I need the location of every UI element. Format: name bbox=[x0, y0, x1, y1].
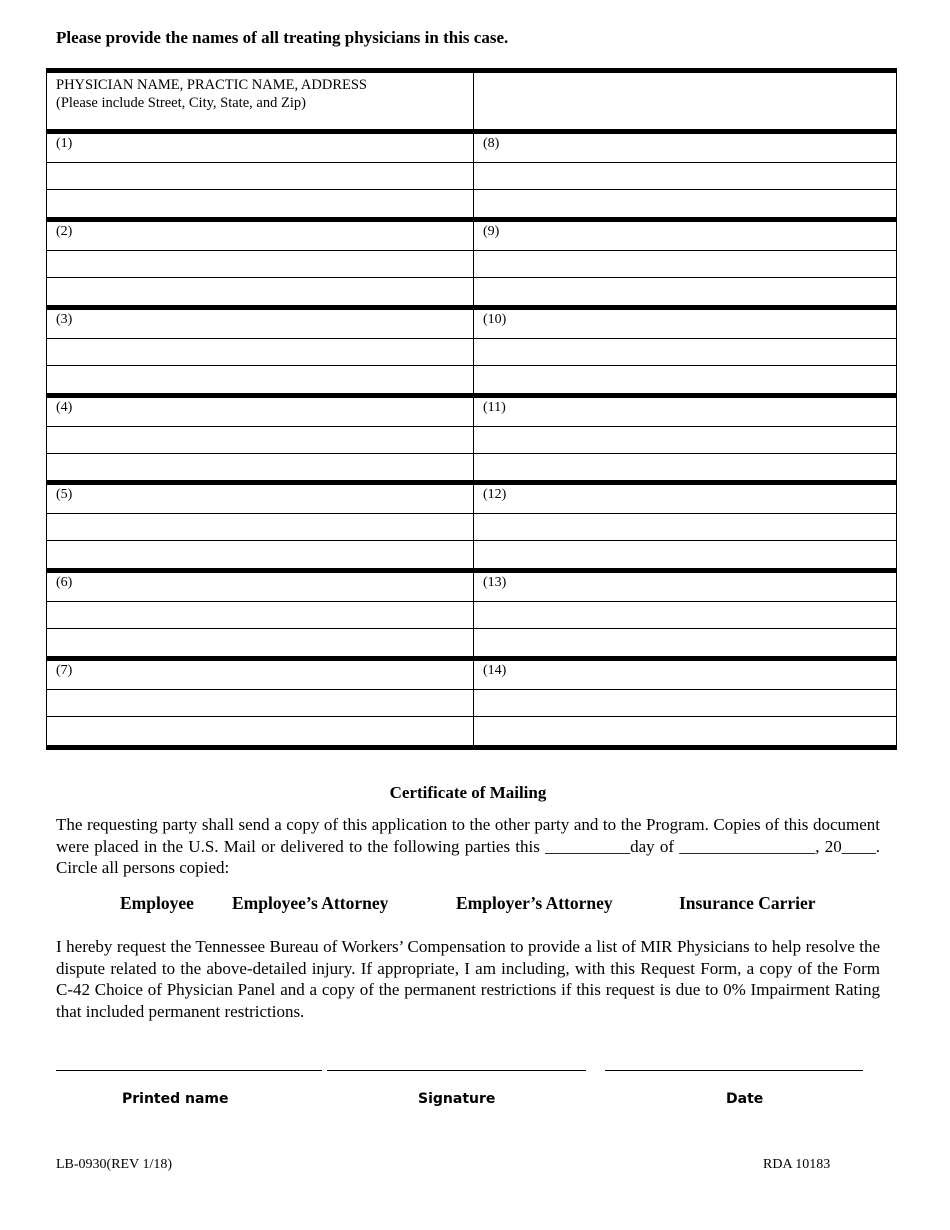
row-line bbox=[46, 628, 897, 629]
row-line bbox=[46, 453, 897, 454]
physician-entry-number: (6) bbox=[56, 575, 73, 590]
rda-number: RDA 10183 bbox=[763, 1157, 831, 1172]
physician-entry-number: (13) bbox=[483, 575, 507, 590]
physician-entry-number: (10) bbox=[483, 312, 507, 327]
physician-entry-number: (7) bbox=[56, 663, 73, 678]
physician-entry-number: (12) bbox=[483, 487, 507, 502]
certificate-title: Certificate of Mailing bbox=[389, 783, 547, 802]
table-border-right bbox=[896, 68, 897, 750]
date-label: Date bbox=[726, 1091, 764, 1107]
physician-entry-number: (1) bbox=[56, 136, 73, 151]
form-id: LB-0930(REV 1/18) bbox=[56, 1157, 173, 1172]
signature-label: Signature bbox=[418, 1091, 496, 1107]
person-employee-attorney[interactable]: Employee’s Attorney bbox=[232, 893, 389, 913]
group-separator bbox=[46, 129, 897, 134]
row-line bbox=[46, 277, 897, 278]
row-line bbox=[46, 540, 897, 541]
row-line bbox=[46, 689, 897, 690]
physician-entry-number: (9) bbox=[483, 224, 500, 239]
table-header-note: (Please include Street, City, State, and Zip) bbox=[56, 95, 306, 111]
row-line bbox=[46, 189, 897, 190]
table-bottom-border bbox=[46, 745, 897, 750]
signature-line[interactable] bbox=[327, 1070, 586, 1071]
row-line bbox=[46, 162, 897, 163]
printed-name-line[interactable] bbox=[56, 1070, 322, 1071]
row-line bbox=[46, 338, 897, 339]
printed-name-label: Printed name bbox=[122, 1091, 229, 1107]
row-line bbox=[46, 250, 897, 251]
physician-entry-number: (14) bbox=[483, 663, 507, 678]
person-employee[interactable]: Employee bbox=[120, 893, 194, 913]
table-header-title: PHYSICIAN NAME, PRACTIC NAME, ADDRESS bbox=[56, 77, 367, 93]
group-separator bbox=[46, 393, 897, 398]
group-separator bbox=[46, 568, 897, 573]
row-line bbox=[46, 601, 897, 602]
table-header bbox=[56, 76, 367, 112]
request-paragraph: I hereby request the Tennessee Bureau of Workers’ Compensation to provide a list of MIR Physicians to help resolve the dispute related to the above-detailed injury. If appropriate, I am including, with this Request Form, a copy of the Form C-42 Choice of Physician Panel and a copy of the permanent restrictions if this request is due to 0% Impairment Rating that included permanent restrictions. bbox=[56, 937, 880, 1021]
group-separator bbox=[46, 656, 897, 661]
physician-entry-number: (5) bbox=[56, 487, 73, 502]
group-separator bbox=[46, 305, 897, 310]
group-separator bbox=[46, 217, 897, 222]
table-top-border bbox=[46, 68, 897, 73]
row-line bbox=[46, 716, 897, 717]
physician-entry-number: (11) bbox=[483, 400, 506, 415]
row-line bbox=[46, 365, 897, 366]
table-border-left bbox=[46, 68, 47, 750]
person-insurance-carrier[interactable]: Insurance Carrier bbox=[679, 893, 816, 913]
person-employer-attorney[interactable]: Employer’s Attorney bbox=[456, 893, 613, 913]
row-line bbox=[46, 513, 897, 514]
page-heading: Please provide the names of all treating physicians in this case. bbox=[56, 28, 509, 47]
group-separator bbox=[46, 480, 897, 485]
physician-entry-number: (4) bbox=[56, 400, 73, 415]
date-line[interactable] bbox=[605, 1070, 863, 1071]
physician-entry-number: (3) bbox=[56, 312, 73, 327]
physician-entry-number: (2) bbox=[56, 224, 73, 239]
row-line bbox=[46, 426, 897, 427]
table-column-divider bbox=[473, 68, 474, 750]
physician-table bbox=[46, 68, 897, 750]
physician-entry-number: (8) bbox=[483, 136, 500, 151]
certificate-paragraph: The requesting party shall send a copy of this application to the other party and to the Program. Copies of this document were placed in the U.S. Mail or delivered to the following parties this __________day of ________________, 20____. Circle all persons copied: bbox=[56, 815, 880, 877]
